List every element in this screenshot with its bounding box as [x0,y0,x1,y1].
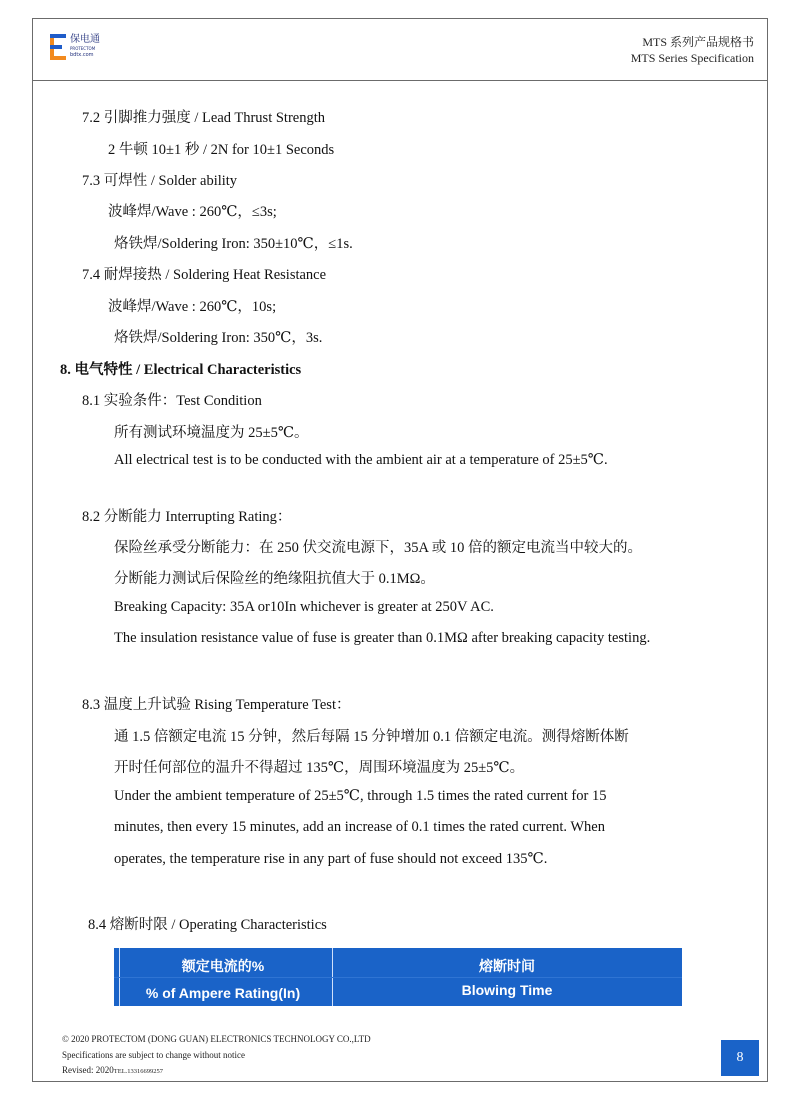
logo-url: bdtx.com [70,52,94,58]
section-8-3-line4: minutes, then every 15 minutes, add an increase of 0.1 times the rated current. When [114,819,605,835]
section-8-1-line2: All electrical test is to be conducted with the ambient air at a temperature of 25±5℃. [114,452,608,468]
section-8-title: 8. 电气特性 / Electrical Characteristics [60,362,302,378]
section-8-2-line3: Breaking Capacity: 35A or10In whichever is greater at 250V AC. [114,599,494,615]
section-7-3-line2: 烙铁焊/Soldering Iron: 350±10℃，≤1s. [114,236,353,252]
section-7-4-line2: 烙铁焊/Soldering Iron: 350℃，3s. [114,330,323,346]
table-col2-en: Blowing Time [461,982,553,998]
section-7-3-line1: 波峰焊/Wave : 260℃，≤3s; [108,204,277,220]
table-row-divider [114,977,682,978]
section-8-1-line1: 所有测试环境温度为 25±5℃。 [114,425,309,441]
revised-text: Revised: 2020 [62,1065,114,1075]
section-7-4-title: 7.4 耐焊接热 / Soldering Heat Resistance [82,267,327,283]
header-title-cn: MTS 系列产品规格书 [642,35,754,49]
section-8-3-title: 8.3 温度上升试验 Rising Temperature Test： [82,697,351,713]
table-col2-cn: 熔断时间 [479,958,535,974]
section-8-2-line1: 保险丝承受分断能力：在 250 伏交流电源下，35A 或 10 倍的额定电流当中较大的。 [114,540,643,556]
section-8-2-line4: The insulation resistance value of fuse is greater than 0.1MΩ after breaking capacity testing. [114,630,651,646]
section-7-2-title: 7.2 引脚推力强度 / Lead Thrust Strength [82,110,325,126]
section-7-2-line1: 2 牛顿 10±1 秒 / 2N for 10±1 Seconds [108,142,335,158]
section-8-4-title: 8.4 熔断时限 / Operating Characteristics [88,917,327,933]
section-8-3-line1: 通 1.5 倍额定电流 15 分钟，然后每隔 15 分钟增加 0.1 倍额定电流。测得熔断体断 [114,729,629,745]
footer-notice: Specifications are subject to change without notice [62,1050,245,1060]
logo-company: PROTECTOM [70,46,96,51]
header-title-en: MTS Series Specification [630,51,754,65]
section-8-1-title: 8.1 实验条件：Test Condition [82,393,262,409]
logo-icon [48,32,70,62]
section-8-3-line2: 开时任何部位的温升不得超过 135℃，周围环境温度为 25±5℃。 [114,760,525,776]
copyright-text: 2020 PROTECTOM (DONG GUAN) ELECTRONICS TECHNOLOGY CO.,LTD [71,1034,371,1044]
section-8-2-line2: 分断能力测试后保险丝的绝缘阻抗值大于 0.1MΩ。 [114,571,435,587]
section-8-3-line3: Under the ambient temperature of 25±5℃, through 1.5 times the rated current for 15 [114,788,607,804]
operating-characteristics-table-header [114,948,682,1006]
company-logo [48,30,108,66]
copyright-symbol: © [62,1034,69,1044]
header-title [631,34,754,66]
table-col1-en: % of Ampere Rating(In) [145,985,301,1001]
section-7-3-title: 7.3 可焊性 / Solder ability [82,173,238,189]
telephone: TEL.13316699257 [113,1068,164,1075]
footer-copyright [62,1034,371,1044]
section-8-2-title: 8.2 分断能力 Interrupting Rating： [82,509,292,525]
table-col1-cn: 额定电流的% [181,958,265,974]
page-number: 8 [736,1050,744,1065]
footer-revised [62,1065,163,1075]
section-8-3-line5: operates, the temperature rise in any part of fuse should not exceed 135℃. [114,851,548,867]
logo-text: 保电通 [70,34,100,45]
page-number-box [721,1040,759,1076]
section-7-4-line1: 波峰焊/Wave : 260℃，10s; [108,299,277,315]
header-divider [32,80,768,81]
